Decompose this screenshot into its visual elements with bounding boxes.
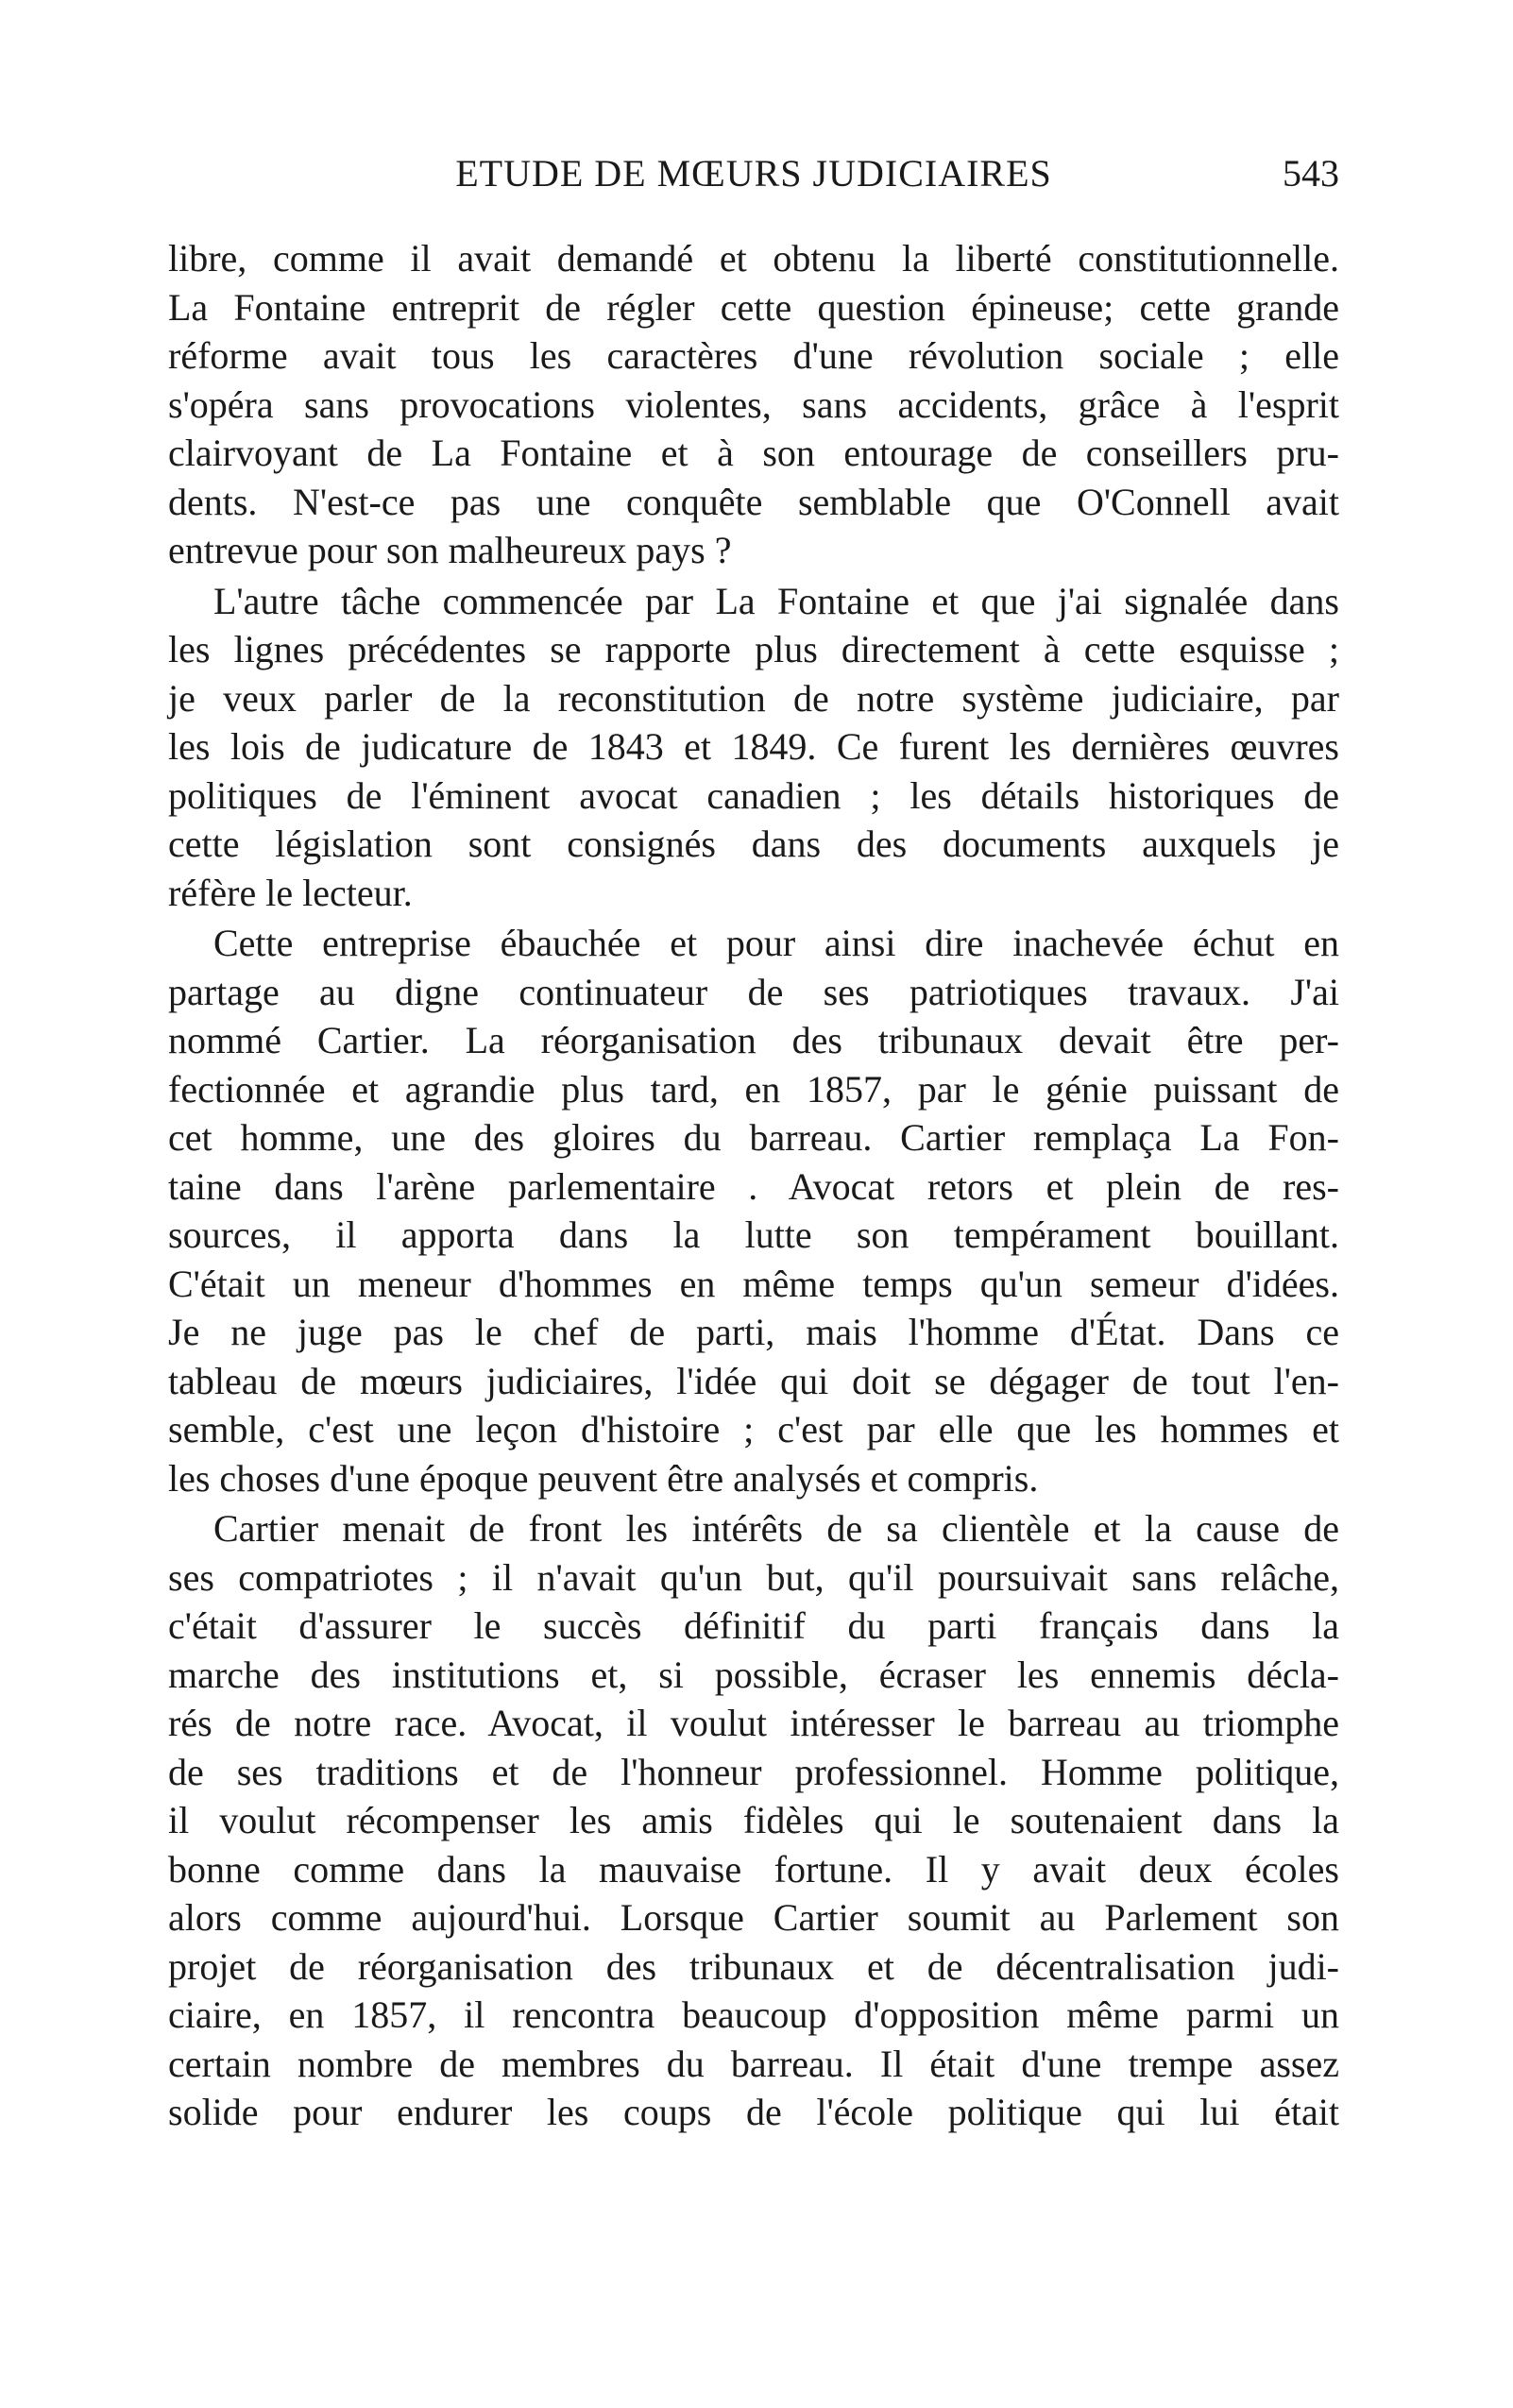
running-head [168, 151, 1339, 208]
text-line: La Fontaine entreprit de régler cette question épineuse; cette grande [168, 285, 1339, 329]
text-line: C'était un meneur d'hommes en même temps qu'un semeur d'idées. [168, 1262, 1339, 1305]
text-line: réfère le lecteur. [168, 871, 413, 914]
text-line: ciaire, en 1857, il rencontra beaucoup d'opposition même parmi un [168, 1993, 1339, 2036]
text-line: fectionnée et agrandie plus tard, en 1857, par le génie puissant de [168, 1067, 1339, 1111]
header-title: ETUDE DE MŒURS JUDICIAIRES [455, 152, 1052, 195]
text-line: je veux parler de la reconstitution de notre système judiciaire, par [168, 676, 1339, 720]
paragraph [168, 919, 1339, 1502]
text-line: réforme avait tous les caractères d'une révolution sociale ; elle [168, 334, 1339, 377]
text-line: rés de notre race. Avocat, il voulut intéresser le barreau au triomphe [168, 1702, 1339, 1744]
body-text [168, 234, 1339, 2137]
text-line: cette législation sont consignés dans des documents auxquels je [168, 822, 1339, 865]
text-line: c'était d'assurer le succès définitif du parti français dans la [168, 1604, 1339, 1647]
text-line: partage au digne continuateur de ses patriotiques travaux. J'ai [168, 970, 1339, 1013]
text-line: les choses d'une époque peuvent être analysés et compris. [168, 1456, 1039, 1500]
text-line: alors comme aujourd'hui. Lorsque Cartier soumit au Parlement son [168, 1896, 1339, 1939]
page-number: 543 [1283, 152, 1339, 195]
paragraph [168, 234, 1339, 575]
text-line: nommé Cartier. La réorganisation des tribunaux devait être per- [168, 1019, 1339, 1061]
text-line: cet homme, une des gloires du barreau. Cartier remplaça La Fon- [168, 1116, 1339, 1159]
text-line: politiques de l'éminent avocat canadien ; les détails historiques de [168, 773, 1339, 817]
text-line: Cartier menait de front les intérêts de sa clientèle et la cause de [213, 1507, 1339, 1550]
text-line: L'autre tâche commencée par La Fontaine et que j'ai signalée dans [213, 579, 1339, 622]
text-line: taine dans l'arène parlementaire . Avocat retors et plein de res- [168, 1164, 1339, 1208]
text-line: Je ne juge pas le chef de parti, mais l'homme d'État. Dans ce [168, 1311, 1339, 1353]
paragraph [168, 1504, 1339, 2137]
text-line: les lois de judicature de 1843 et 1849. Ce furent les dernières œuvres [168, 725, 1339, 768]
text-line: il voulut récompenser les amis fidèles qui le soutenaient dans la [168, 1799, 1339, 1841]
text-line: marche des institutions et, si possible, écraser les ennemis décla- [168, 1653, 1339, 1696]
text-line: s'opéra sans provocations violentes, sans accidents, grâce à l'esprit [168, 382, 1339, 426]
text-line: solide pour endurer les coups de l'école politique qui lui était [168, 2091, 1339, 2133]
text-line: Cette entreprise ébauchée et pour ainsi dire inachevée échut en [213, 922, 1339, 964]
text-line: de ses traditions et de l'honneur professionnel. Homme politique, [168, 1750, 1339, 1793]
text-line: bonne comme dans la mauvaise fortune. Il y avait deux écoles [168, 1847, 1339, 1891]
text-line: semble, c'est une leçon d'histoire ; c'est par elle que les hommes et [168, 1408, 1339, 1450]
text-line: les lignes précédentes se rapporte plus directement à cette esquisse ; [168, 628, 1339, 670]
text-line: projet de réorganisation des tribunaux et de décentralisation judi- [168, 1944, 1339, 1988]
text-line: ses compatriotes ; il n'avait qu'un but, qu'il poursuivait sans relâche, [168, 1555, 1339, 1599]
text-line: tableau de mœurs judiciaires, l'idée qui doit se dégager de tout l'en- [168, 1359, 1339, 1402]
text-line: dents. N'est-ce pas une conquête semblable que O'Connell avait [168, 480, 1339, 523]
text-line: entrevue pour son malheureux pays ? [168, 529, 732, 571]
text-line: certain nombre de membres du barreau. Il était d'une trempe assez [168, 2042, 1339, 2085]
text-line: libre, comme il avait demandé et obtenu la liberté constitutionnelle. [168, 237, 1339, 280]
paragraph [168, 577, 1339, 918]
text-line: clairvoyant de La Fontaine et à son entourage de conseillers pru- [168, 432, 1339, 474]
text-line: sources, il apporta dans la lutte son tempérament bouillant. [168, 1213, 1339, 1256]
